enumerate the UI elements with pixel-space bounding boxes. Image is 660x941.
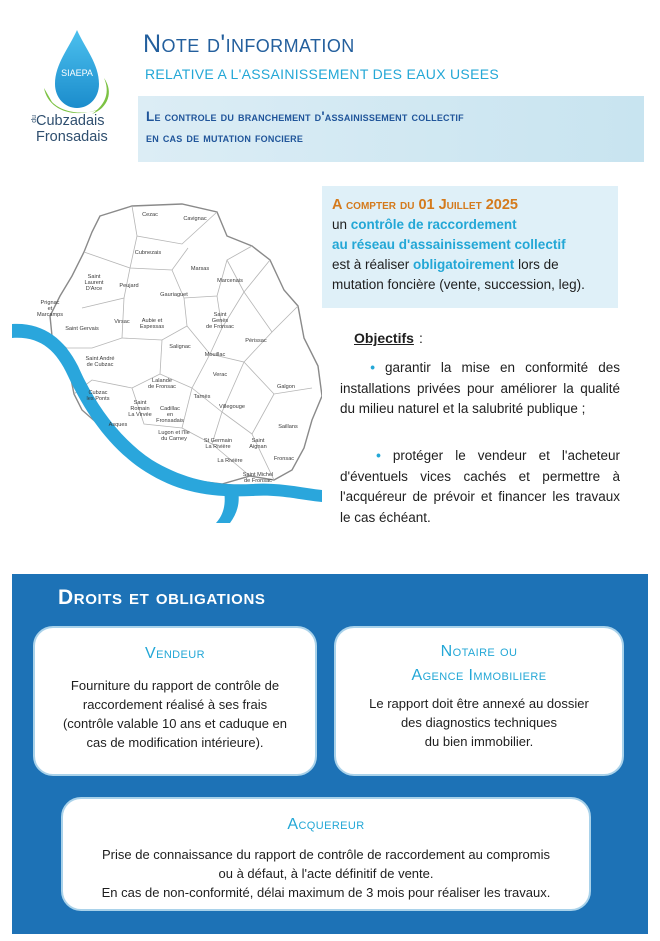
map-town-label: Prignac et Marcamps bbox=[36, 300, 64, 318]
topic-banner bbox=[138, 96, 644, 162]
card-acquereur-title: Acquereur bbox=[287, 816, 365, 833]
map-town-label: Cubzac les Ponts bbox=[86, 390, 110, 402]
card-notaire-title-line1: Notaire ou bbox=[440, 643, 518, 660]
map-town-label: Marcenais bbox=[217, 278, 243, 284]
card-notaire-line3: du bien immobilier. bbox=[424, 734, 534, 749]
map-town-label: Marsas bbox=[190, 266, 210, 272]
map-town-label: Saint Romain La Virvée bbox=[128, 400, 152, 418]
info-line-4-post: lors de bbox=[514, 257, 559, 272]
map-town-label: Cubnezais bbox=[134, 250, 162, 256]
objectif-item-1-text: garantir la mise en conformité des installations privées pour améliorer la qualité du milieu naturel et la salubrité publique ; bbox=[340, 360, 620, 416]
card-acquereur bbox=[61, 797, 591, 911]
map-town-label: Verac bbox=[212, 372, 228, 378]
map-town-label: Cezac bbox=[142, 212, 158, 218]
card-notaire bbox=[334, 626, 624, 776]
card-vendeur-line1: Fourniture du rapport de contrôle de bbox=[70, 678, 280, 693]
info-box bbox=[322, 186, 618, 308]
banner-line2: en cas de mutation fonciere bbox=[146, 130, 304, 145]
card-acquereur-line3: En cas de non-conformité, délai maximum de 3 mois pour réaliser les travaux. bbox=[101, 885, 551, 900]
info-line-2-highlight: contrôle de raccordement bbox=[350, 217, 517, 232]
info-line-2-pre: un bbox=[332, 217, 351, 232]
map-town-label: Cavignac bbox=[183, 216, 207, 222]
logo-sub-label: du bbox=[31, 115, 38, 123]
info-date: A compter du 01 Juillet 2025 bbox=[332, 197, 518, 213]
map-town-label: Galgon bbox=[276, 384, 296, 390]
map-town-label: Aubie et Espessas bbox=[139, 318, 165, 330]
map-town-label: Saint Genès de Fronsac bbox=[206, 312, 234, 330]
card-acquereur-line2: ou à défaut, à l'acte définitif de vente. bbox=[218, 866, 434, 881]
map-town-label: Virsac bbox=[114, 319, 130, 325]
map-town-label: Asques bbox=[108, 422, 128, 428]
objectif-item-1 bbox=[340, 358, 620, 420]
map-town-label: Peujard bbox=[119, 283, 139, 289]
card-vendeur-line3: (contrôle valable 10 ans et caduque en bbox=[62, 716, 288, 731]
territory-map bbox=[12, 198, 322, 523]
card-acquereur-line1: Prise de connaissance du rapport de contrôle de raccordement au compromis bbox=[101, 847, 551, 862]
map-town-label: Lalande de Fronsac bbox=[148, 378, 176, 390]
map-town-label: Saint Aignan bbox=[249, 438, 267, 450]
map-town-label: Fronsac bbox=[273, 456, 295, 462]
objectifs-title: Objectifs bbox=[354, 330, 414, 346]
bullet-icon: • bbox=[370, 360, 375, 375]
info-line-4-pre: est à réaliser bbox=[332, 257, 414, 272]
map-town-label: Périssac bbox=[245, 338, 267, 344]
card-vendeur-line2: raccordement réalisé à ses frais bbox=[82, 697, 268, 712]
info-line-4 bbox=[332, 255, 608, 275]
map-town-label: Saint André de Cubzac bbox=[85, 356, 115, 368]
banner-line1: Le controle du branchement d'assainissement collectif bbox=[146, 109, 464, 124]
map-town-label: La Rivière bbox=[217, 458, 243, 464]
card-vendeur-title: Vendeur bbox=[145, 645, 205, 662]
info-line-4-highlight: obligatoirement bbox=[413, 257, 515, 272]
map-town-label: Mouillac bbox=[204, 352, 226, 358]
map-town-label: Saint Laurent D'Arce bbox=[84, 274, 104, 292]
water-drop-icon bbox=[22, 28, 132, 118]
map-town-label: St Germain La Rivière bbox=[203, 438, 233, 450]
objectif-item-2 bbox=[340, 446, 620, 528]
objectifs-colon: : bbox=[419, 330, 423, 346]
page-subtitle: RELATIVE A L'ASSAINISSEMENT DES EAUX USEES bbox=[145, 66, 499, 82]
map-town-label: Salignac bbox=[169, 344, 191, 350]
logo-name bbox=[31, 113, 126, 145]
map-town-label: Villegouge bbox=[218, 404, 246, 410]
map-town-label: Saint Michel de Fronsac bbox=[242, 472, 274, 484]
map-town-label: Saillans bbox=[278, 424, 298, 430]
map-town-label: Saint Gervais bbox=[65, 326, 99, 332]
bullet-icon: • bbox=[376, 448, 381, 463]
info-line-2 bbox=[332, 215, 608, 235]
page-title: Note d'information bbox=[143, 30, 355, 58]
objectif-item-2-text: protéger le vendeur et l'acheteur d'éventuels vices cachés et permettre à l'acquéreur de prévoir et financer les travaux le cas échéant. bbox=[340, 448, 620, 525]
logo-name-line1: Cubzadais bbox=[36, 113, 105, 129]
card-notaire-title-line2: Agence Immobiliere bbox=[411, 667, 547, 684]
info-line-3: au réseau d'assainissement collectif bbox=[332, 237, 566, 252]
logo-name-line2: Fronsadais bbox=[36, 129, 108, 145]
map-town-label: Cadillac en Fronsadais bbox=[156, 406, 184, 424]
map-town-label: Tarnès bbox=[193, 394, 211, 400]
rights-section-title: Droits et obligations bbox=[58, 586, 266, 609]
map-town-label: Gauriaguet bbox=[160, 292, 188, 298]
info-line-5: mutation foncière (vente, succession, leg). bbox=[332, 277, 585, 292]
card-notaire-line2: des diagnostics techniques bbox=[400, 715, 558, 730]
card-vendeur-line4: cas de modification intérieure). bbox=[86, 735, 264, 750]
card-vendeur bbox=[33, 626, 317, 776]
logo-drop-label: SIAEPA bbox=[61, 68, 93, 78]
map-town-label: Lugon et l'Ile du Carney bbox=[158, 430, 190, 442]
card-notaire-line1: Le rapport doit être annexé au dossier bbox=[369, 696, 589, 711]
